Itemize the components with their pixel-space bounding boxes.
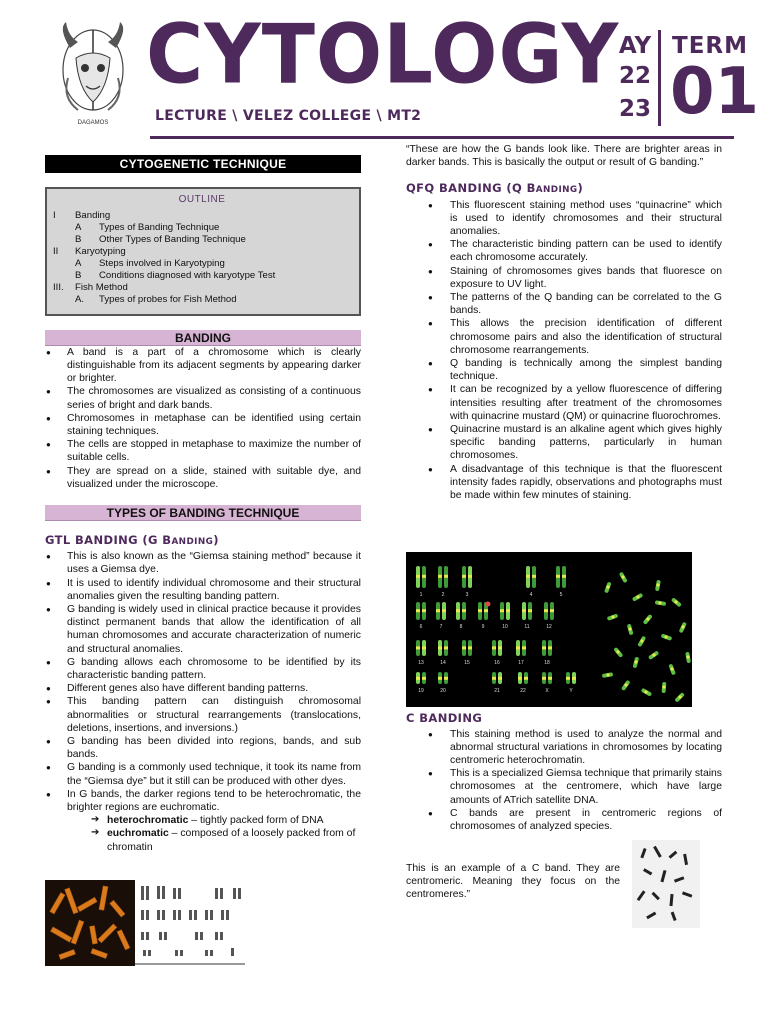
karyotype-label: 14 — [440, 660, 446, 666]
bullet-item: ● The cells are stopped in metaphase to maximize the number of suitable cells. — [45, 438, 361, 464]
bullet-item: ● G banding has been divided into regions, bands, and sub bands. — [45, 735, 361, 761]
outline-item-number: II — [53, 245, 59, 257]
gtl-head-small: ANDING — [171, 536, 214, 547]
bullet-item: ● This is also known as the “Giemsa staining method” because it uses a Giemsa dye. — [45, 550, 361, 576]
ay-year-start: 22 — [618, 63, 651, 89]
outline-item-text: Types of Banding Technique — [99, 221, 220, 233]
karyotype-label: 22 — [520, 688, 526, 694]
karyotype-label: 7 — [439, 624, 443, 630]
outline-item-number: A — [75, 221, 82, 233]
karyotype-label: 21 — [494, 688, 500, 694]
karyotype-label: 11 — [524, 624, 530, 630]
karyotype-label: Y — [569, 688, 573, 694]
bullet-item: ● Quinacrine mustard is an alkaline agent which gives highly specific banding patterns, particularly in human chromosomes. — [406, 423, 722, 463]
bullet-item: ● G banding is a commonly used technique, it took its name from the “Giemsa dye” but it still can be produced with other dyes. — [45, 761, 361, 787]
chromatin-def: – tightly packed form of DNA — [188, 815, 324, 827]
bullet-item: ● It can be recognized by a yellow fluorescence of differing intensities resulting after treatment of the chromosomes with quinacrine mustard (QM) or quinacrine fluorochromes. — [406, 383, 722, 423]
karyotype-label: 17 — [518, 660, 524, 666]
karyotype-label: 9 — [481, 624, 485, 630]
qfq-head-main: QFQ BANDING (Q B — [406, 181, 536, 196]
bullet-item: ● It is used to identify individual chromosome and their structural anomalies given the resulting banding pattern. — [45, 577, 361, 603]
term-label: TERM — [672, 33, 748, 59]
outline-item-number: A — [75, 257, 82, 269]
term-number: 01 — [670, 55, 760, 129]
c-banding-heading: C BANDING — [406, 711, 483, 725]
header-divider — [658, 30, 661, 126]
outline-item-number: A. — [75, 293, 85, 305]
outline-item-text: Other Types of Banding Technique — [99, 233, 246, 245]
gtl-banding-heading — [45, 533, 361, 548]
academic-year — [618, 32, 652, 126]
c-banding-section — [406, 711, 722, 833]
bullet-item: ● This fluorescent staining method uses “quinacrine” which is used to identify chromosomes and their structural anomalies. — [406, 199, 722, 239]
chromatin-term: heterochromatic — [107, 815, 189, 827]
karyotype-label: 1 — [419, 592, 423, 598]
c-banding-bullets — [406, 728, 722, 834]
qfq-head-close: ) — [577, 181, 584, 196]
banding-bullets — [45, 346, 361, 491]
qfq-head-small: ANDING — [535, 185, 578, 196]
outline-item — [53, 222, 351, 234]
outline-item-text: Types of probes for Fish Method — [99, 293, 237, 305]
karyotype-label: 18 — [544, 660, 550, 666]
types-heading: TYPES OF BANDING TECHNIQUE — [45, 505, 361, 521]
right-column — [406, 143, 722, 502]
outline-item — [53, 246, 351, 258]
outline-list — [53, 210, 351, 306]
section-title-cytogenetic: CYTOGENETIC TECHNIQUE — [45, 155, 361, 173]
karyotype-label: 19 — [418, 688, 424, 694]
chromatin-definitions — [45, 814, 361, 854]
q-banding-image — [406, 552, 692, 707]
karyotype-label: 13 — [418, 660, 424, 666]
karyotype-label: 4 — [529, 592, 533, 598]
chromatin-definition — [91, 827, 361, 853]
g-banding-image — [45, 880, 245, 966]
bullet-item: ● This staining method is used to analyze the normal and abnormal structural variations in chromosomes by locating centromeric heterochromatin. — [406, 728, 722, 768]
bullet-item: ● G banding is widely used in clinical practice because it provides distinct permanent bands that allow the identification of all human chromosomes and accurate characterization of numeric and structural anomalies. — [45, 603, 361, 656]
logo-caption: DAGAMOS — [77, 120, 109, 126]
gtl-bullets — [45, 550, 361, 814]
outline-item — [53, 282, 351, 294]
outline-item-number: B — [75, 233, 82, 245]
outline-item-text: Karyotyping — [75, 245, 126, 257]
bullet-item: ● The chromosomes are visualized as consisting of a continuous series of bright and dark bands. — [45, 385, 361, 411]
qfq-bullets — [406, 199, 722, 503]
chromatin-term: euchromatic — [107, 828, 169, 840]
outline-item-text: Conditions diagnosed with karyotype Test — [99, 269, 276, 281]
karyotype-label: 2 — [441, 592, 445, 598]
gtl-head-main: GTL BANDING (G B — [45, 532, 172, 547]
header-rule — [150, 136, 734, 139]
chromatin-definition — [91, 814, 361, 827]
karyotype-label: 16 — [494, 660, 500, 666]
ay-label: AY — [618, 33, 652, 59]
outline-item — [53, 294, 351, 306]
left-column — [45, 155, 361, 854]
outline-item-text: Fish Method — [75, 281, 128, 293]
karyotype-label: 20 — [440, 688, 446, 694]
banding-heading: BANDING — [45, 330, 361, 346]
qfq-banding-heading — [406, 181, 722, 196]
outline-title: OUTLINE — [178, 194, 226, 205]
bullet-item: ● This is a specialized Giemsa technique that primarily stains chromosomes at the centromere, which have large amounts of ATrich satellite DNA. — [406, 767, 722, 807]
bullet-item: ● Different genes also have different banding patterns. — [45, 682, 361, 695]
outline-item — [53, 234, 351, 246]
outline-item-number: I — [53, 209, 56, 221]
karyotype-label: 10 — [502, 624, 508, 630]
karyotype-label: 15 — [464, 660, 470, 666]
karyotype-label: 12 — [546, 624, 552, 630]
chromatin-def: – composed of a loosely packed from of chromatin — [107, 828, 356, 853]
g-band-quote: “These are how the G bands look like. There are brighter areas in darker bands. This is basically the output or result of G banding.” — [406, 144, 722, 169]
outline-item-text: Steps involved in Karyotyping — [99, 257, 225, 269]
lecture-subline: LECTURE \ VELEZ COLLEGE \ MT2 — [155, 108, 422, 124]
outline-item — [53, 258, 351, 270]
outline-item-text: Banding — [75, 209, 111, 221]
bullet-item: ● Q banding is technically among the simplest banding technique. — [406, 357, 722, 383]
gtl-head-close: ) — [213, 532, 219, 547]
bullet-item: ● This allows the precision identification of different chromosome pairs and also the identification of structural chromosome rearrangements. — [406, 317, 722, 357]
bullet-item: ● This banding pattern can distinguish chromosomal abnormalities or structural rearrangements (translocations, deletions, insertions, and inversions.) — [45, 695, 361, 735]
bullet-item: ● In G bands, the darker regions tend to be heterochromatic, the brighter regions are euchromatic. — [45, 788, 361, 814]
karyotype-label: 3 — [465, 592, 469, 598]
bullet-item: ● Staining of chromosomes gives bands that fluoresce on exposure to UV light. — [406, 265, 722, 291]
bullet-item: ● The patterns of the Q banding can be correlated to the G bands. — [406, 291, 722, 317]
outline-item — [53, 210, 351, 222]
outline-item-number: III. — [53, 281, 64, 293]
karyotype-label: 6 — [419, 624, 423, 630]
karyotype-label: X — [545, 688, 549, 694]
outline-item — [53, 270, 351, 282]
ay-year-end: 23 — [618, 96, 651, 122]
bullet-item: ● G banding allows each chromosome to be identified by its characteristic banding pattern. — [45, 656, 361, 682]
bullet-item: ● A disadvantage of this technique is that the fluorescent intensity fades rapidly, observations and photographs must be made within few minutes of staining. — [406, 463, 722, 503]
bullet-item: ● C bands are present in centromeric regions of chromosomes of analyzed species. — [406, 807, 722, 833]
bullet-item: ● They are spread on a slide, stained with suitable dye, and visualized under the microscope. — [45, 465, 361, 491]
c-banding-image — [632, 840, 700, 928]
logo-emblem — [48, 18, 138, 130]
bullet-item: ● The characteristic binding pattern can be used to identify each chromosome accurately. — [406, 238, 722, 264]
c-band-note: This is an example of a C band. They are centromeric. Meaning they focus on the centromeres.” — [406, 863, 620, 901]
bullet-item: ● Chromosomes in metaphase can be identified using certain staining techniques. — [45, 412, 361, 438]
karyotype-label: 8 — [459, 624, 463, 630]
outline-item-number: B — [75, 269, 82, 281]
outline-box — [45, 187, 361, 316]
bullet-item: ● A band is a part of a chromosome which is clearly distinguishable from its adjacent segments by appearing darker or brighter. — [45, 346, 361, 386]
karyotype-label: 5 — [559, 592, 563, 598]
page-title: CYTOLOGY — [146, 7, 620, 103]
